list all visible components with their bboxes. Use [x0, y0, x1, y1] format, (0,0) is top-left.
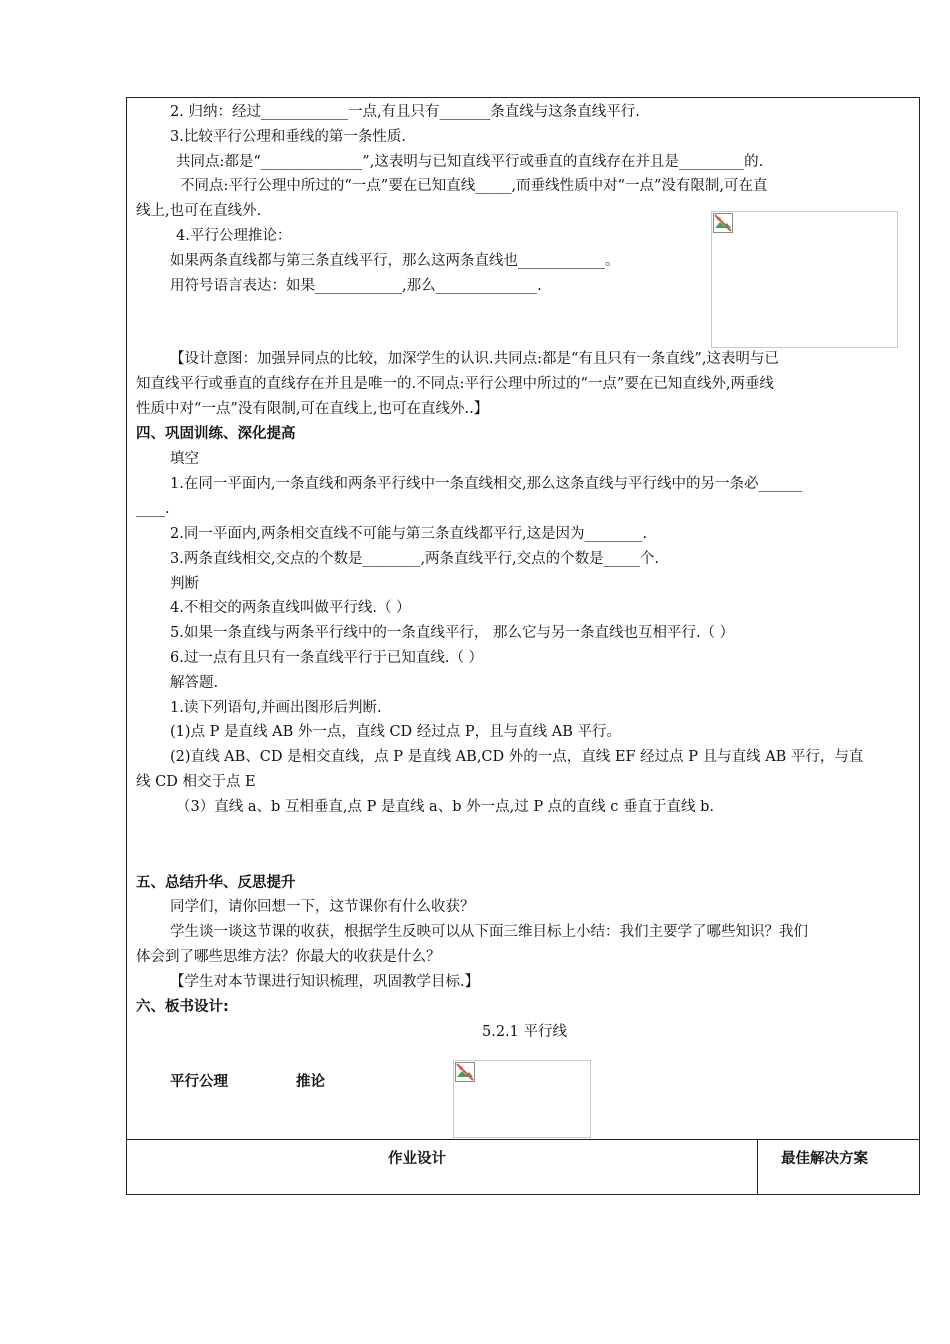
question: 5.如果一条直线与两条平行线中的一条直线平行， 那么它与另一条直线也互相平行.（ ） [170, 625, 735, 641]
text-line: 3.比较平行公理和垂线的第一条性质. [170, 129, 406, 145]
text-line: 共同点:都是“______________”,这表明与已知直线平行或垂直的直线存在并且是_________的. [176, 154, 764, 170]
text-line: 判断 [170, 576, 199, 592]
text-line: 不同点:平行公理中所过的“一点”要在已知直线_____,而垂线性质中对“一点”没有限制,可在直 [180, 178, 768, 194]
question: 4.不相交的两条直线叫做平行线.（ ） [170, 600, 411, 616]
section-heading: 四、巩固训练、深化提高 [136, 426, 296, 442]
figure-placeholder [711, 211, 898, 348]
question: 线 CD 相交于点 E [136, 774, 256, 790]
text-line: 同学们，请你回想一下，这节课你有什么收获？ [170, 899, 475, 915]
design-intent: 【设计意图：加强异同点的比较，加深学生的认识.共同点:都是“有且只有一条直线”,这表明与已 [170, 351, 779, 367]
section-heading: 六、板书设计: [136, 999, 229, 1015]
table-column-divider [757, 1139, 758, 1195]
design-intent: 知直线平行或垂直的直线存在并且是唯一的.不同点:平行公理中所过的“一点”要在已知直线外,两垂线 [136, 376, 774, 392]
homework-header: 作业设计 [388, 1151, 446, 1167]
question: 6.过一点有且只有一条直线平行于已知直线.（ ） [170, 650, 484, 666]
question: (1)点 P 是直线 AB 外一点，直线 CD 经过点 P，且与直线 AB 平行。 [170, 724, 622, 740]
question: ____. [136, 501, 170, 517]
broken-image-icon [455, 1062, 475, 1082]
text-line: 如果两条直线都与第三条直线平行，那么这两条直线也____________。 [170, 253, 620, 269]
text-line: 解答题. [170, 675, 219, 691]
question: (2)直线 AB、CD 是相交直线，点 P 是直线 AB,CD 外的一点，直线 EF 经过点 P 且与直线 AB 平行，与直 [170, 749, 864, 765]
text-line: 体会到了哪些思维方法？你最大的收获是什么？ [136, 949, 441, 965]
board-figure-placeholder [453, 1060, 591, 1138]
board-item: 平行公理 [170, 1074, 228, 1090]
question: 2.同一平面内,两条相交直线不可能与第三条直线都平行,这是因为________. [170, 526, 648, 542]
question: 1.在同一平面内,一条直线和两条平行线中一条直线相交,那么这条直线与平行线中的另一条必______ [170, 476, 803, 492]
text-line: 用符号语言表达：如果____________,那么______________. [170, 278, 542, 294]
question: 1.读下列语句,并画出图形后判断. [170, 700, 382, 716]
design-intent: 性质中对“一点”没有限制,可在直线上,也可在直线外..】 [136, 401, 489, 417]
text-line: 线上,也可在直线外. [136, 203, 262, 219]
text-line: 4.平行公理推论： [176, 228, 292, 244]
section-heading: 五、总结升华、反思提升 [136, 875, 296, 891]
broken-image-icon [713, 213, 733, 233]
question: （3）直线 a、b 互相垂直,点 P 是直线 a、b 外一点,过 P 点的直线 c 垂直于直线 b. [176, 799, 715, 815]
question: 3.两条直线相交,交点的个数是________,两条直线平行,交点的个数是_____个. [170, 551, 660, 567]
text-line: 填空 [170, 451, 199, 467]
board-item: 推论 [296, 1074, 325, 1090]
text-line: 【学生对本节课进行知识梳理，巩固教学目标.】 [170, 974, 480, 990]
text-line: 学生谈一谈这节课的收获，根据学生反映可以从下面三维目标上小结：我们主要学了哪些知识？我们 [170, 924, 808, 940]
best-solution-header: 最佳解决方案 [781, 1151, 868, 1167]
board-title: 5.2.1 平行线 [482, 1024, 568, 1040]
table-divider [126, 1139, 920, 1140]
text-line: 2. 归纳：经过____________一点,有且只有_______条直线与这条直线平行. [170, 104, 640, 120]
